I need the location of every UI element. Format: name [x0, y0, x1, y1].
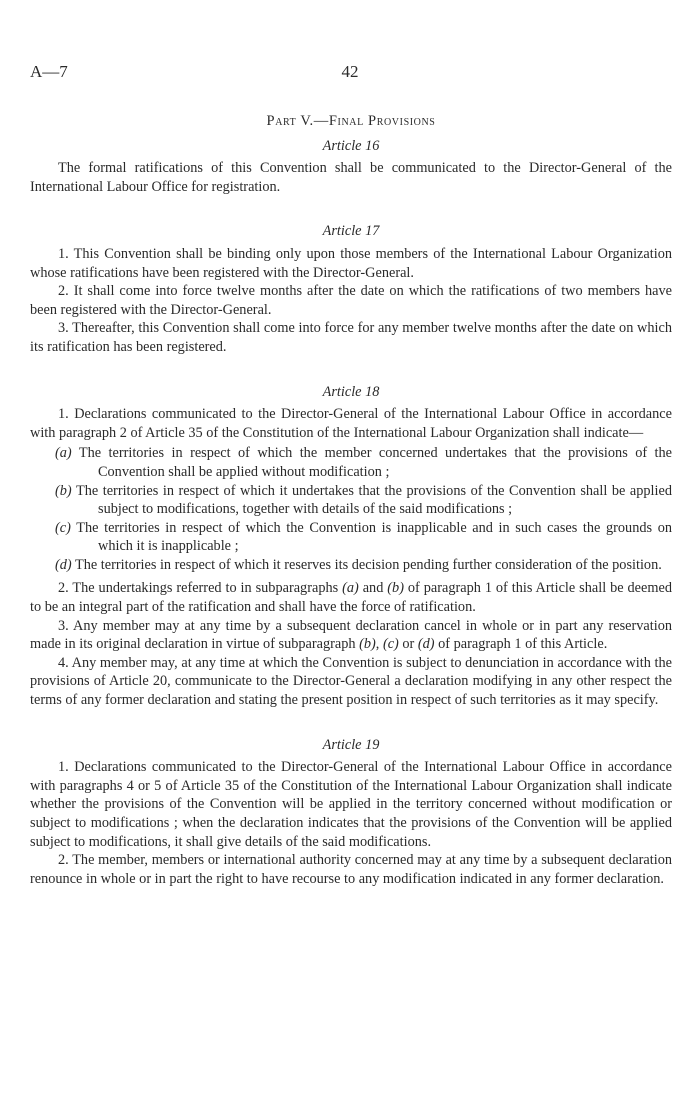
- article-16: [30, 137, 672, 197]
- article-paragraph: [30, 579, 672, 616]
- article-paragraph: 2. The member, members or international authority concerned may at any time by a subsequent declaration renounce in whole or in part the right to have recourse to any modification indicated in any former declaration.: [30, 852, 672, 887]
- item-label: (d): [55, 556, 72, 573]
- document-body: [30, 112, 672, 888]
- article-title: Article 19: [322, 736, 380, 753]
- text-run: 2. The undertakings referred to in subparagraphs: [58, 580, 343, 597]
- text-run: of paragraph 1 of this Article.: [434, 636, 608, 653]
- text-run: 3. Any member may at any time by a subsequent declaration cancel in whole or in part any reservation made in its original declaration in virtue of subparagraph: [30, 617, 672, 653]
- list-item: [30, 482, 672, 519]
- article-paragraph: 3. Thereafter, this Convention shall come into force for any member twelve months after the date on which its ratification has been registered.: [30, 320, 672, 355]
- article-17: [30, 222, 672, 356]
- article-paragraph: 1. This Convention shall be binding only upon those members of the International Labour Organization whose ratifications have been registered with the Director-General.: [30, 245, 672, 281]
- item-text: The territories in respect of which it reserves its decision pending further consideration of the position.: [75, 556, 662, 573]
- article-paragraph: 1. Declarations communicated to the Director-General of the International Labour Office in accordance with paragraph 2 of Article 35 of the Constitution of the International Labour Organization shall indicate—: [30, 406, 672, 441]
- article-paragraph: 1. Declarations communicated to the Director-General of the International Labour Office in accordance with paragraphs 4 or 5 of Article 35 of the Constitution of the International Labour Organization shall indicate whether the provisions of the Convention will be applied in the territory concerned without modification or subject to modifications ; when the declaration indicates that the provisions of the Convention will be applied subject to modifications, it shall give details of the said modifications.: [30, 759, 672, 850]
- text-run: ,: [375, 636, 383, 653]
- text-run-italic: (b): [387, 580, 404, 597]
- list-item: [30, 519, 672, 556]
- article-paragraph: [30, 617, 672, 654]
- page-number: 42: [341, 62, 359, 81]
- item-text: The territories in respect of which the member concerned undertakes that the provisions of the Convention shall be applied without modification ;: [78, 445, 672, 480]
- item-text: The territories in respect of which the Convention is inapplicable and in such cases the grounds on which it is inapplicable ;: [76, 519, 672, 555]
- item-label: (c): [55, 519, 71, 536]
- text-run-italic: (c): [382, 636, 399, 653]
- subparagraph-list: [30, 444, 672, 574]
- article-title: Article 18: [322, 383, 380, 400]
- text-run-italic: (a): [342, 580, 359, 597]
- article-paragraph: 2. It shall come into force twelve months after the date on which the ratifications of two members have been registered with the Director-General.: [30, 283, 672, 318]
- text-run-italic: (d): [417, 636, 435, 653]
- text-run: and: [358, 580, 388, 597]
- article-paragraph: The formal ratifications of this Convention shall be communicated to the Director-General of the International Labour Office for registration.: [30, 160, 672, 195]
- article-18: [30, 383, 672, 710]
- list-item: [30, 444, 672, 481]
- text-run: of paragraph 1 of this Article shall be deemed to be an integral part of the ratification and shall have the force of ratification.: [30, 580, 672, 616]
- document-code: A—7: [30, 62, 68, 81]
- list-item: [30, 556, 672, 575]
- text-run-italic: (b): [359, 636, 376, 653]
- item-label: (b): [55, 482, 72, 499]
- part-title: Part V.—Final Provisions: [266, 113, 436, 129]
- article-title: Article 16: [322, 137, 380, 154]
- text-run: or: [398, 636, 418, 653]
- article-paragraph: 4. Any member may, at any time at which the Convention is subject to denunciation in accordance with the provisions of Article 20, communicate to the Director-General a declaration modifying in any other respect the terms of any former declaration and stating the present position in respect of such territories as it may specify.: [30, 654, 672, 709]
- page-header: [0, 62, 700, 86]
- item-label: (a): [55, 445, 72, 462]
- article-title: Article 17: [322, 223, 380, 240]
- item-text: The territories in respect of which it undertakes that the provisions of the Convention shall be applied subject to modifications, together with details of the said modifications ;: [75, 482, 672, 518]
- article-19: [30, 736, 672, 889]
